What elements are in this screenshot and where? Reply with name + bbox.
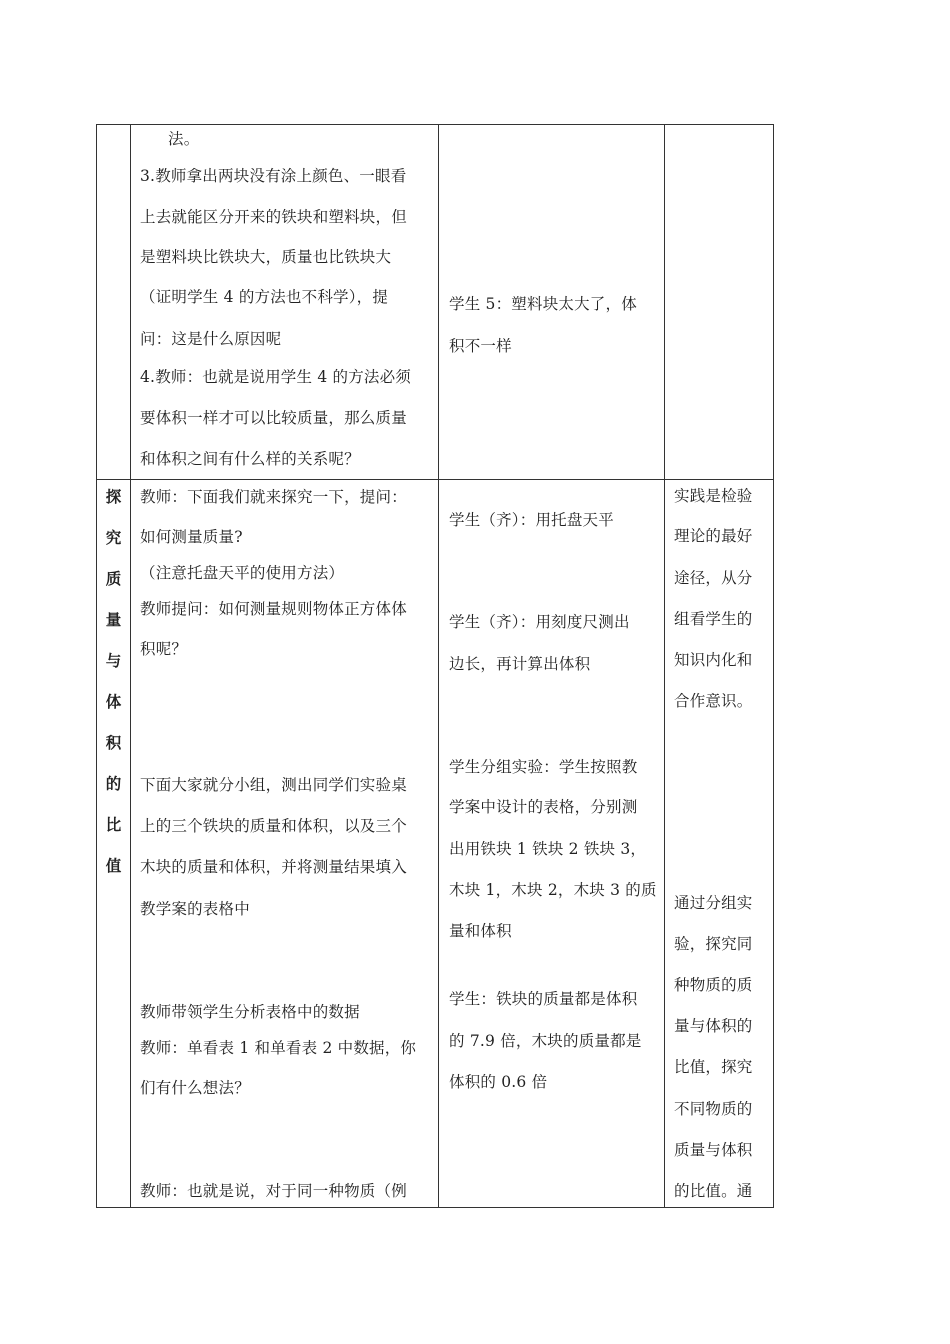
row1-student-line: 学生 5：塑料块太大了，体 — [449, 295, 637, 313]
table-border-col1 — [130, 124, 131, 1208]
row2-intent-line: 比值，探究 — [674, 1058, 753, 1076]
table-border-col2 — [438, 124, 439, 1208]
row2-student-line: 木块 1，木块 2，木块 3 的质 — [449, 881, 657, 899]
row1-teacher-line: 是塑料块比铁块大，质量也比铁块大 — [140, 248, 392, 266]
stage-char: 体 — [105, 693, 122, 711]
row2-intent-line: 验，探究同 — [674, 935, 753, 953]
row2-student-line: 体积的 0.6 倍 — [449, 1073, 548, 1091]
row2-teacher-line: 教学案的表格中 — [140, 900, 250, 918]
row2-teacher-line: 木块的质量和体积，并将测量结果填入 — [140, 858, 407, 876]
row2-intent-line: 实践是检验 — [674, 487, 753, 505]
table-border-bottom — [96, 1207, 774, 1208]
row2-teacher-line: 下面大家就分小组，测出同学们实验桌 — [140, 776, 407, 794]
row1-teacher-line: 3.教师拿出两块没有涂上颜色、一眼看 — [140, 167, 407, 185]
table-border-right — [773, 124, 774, 1208]
row1-teacher-line: 和体积之间有什么样的关系呢？ — [140, 450, 360, 468]
row2-student-line: 学生：铁块的质量都是体积 — [449, 990, 638, 1008]
row2-student-line: 边长，再计算出体积 — [449, 655, 591, 673]
row2-intent-line: 质量与体积 — [674, 1141, 753, 1159]
row2-student-line: 学生（齐）：用托盘天平 — [449, 511, 614, 529]
row2-teacher-line: 积呢？ — [140, 640, 188, 658]
table-row-divider — [96, 479, 774, 480]
table-border-col3 — [664, 124, 665, 1208]
row2-student-line: 出用铁块 1 铁块 2 铁块 3， — [449, 840, 647, 858]
table-border-top — [96, 124, 774, 125]
row2-intent-line: 理论的最好 — [674, 527, 753, 545]
row2-teacher-line: 教师带领学生分析表格中的数据 — [140, 1003, 360, 1021]
row2-intent-line: 量与体积的 — [674, 1017, 753, 1035]
row1-teacher-line: 4.教师：也就是说用学生 4 的方法必须 — [140, 368, 412, 386]
row2-student-line: 量和体积 — [449, 922, 512, 940]
row1-teacher-line: 问：这是什么原因呢 — [140, 330, 282, 348]
row2-intent-line: 不同物质的 — [674, 1100, 753, 1118]
row2-intent-line: 合作意识。 — [674, 692, 753, 710]
row2-teacher-line: 教师：也就是说，对于同一种物质（例 — [140, 1182, 407, 1200]
stage-char: 量 — [105, 611, 122, 629]
row2-student-line: 的 7.9 倍，木块的质量都是 — [449, 1032, 642, 1050]
row2-intent-line: 知识内化和 — [674, 651, 753, 669]
row2-teacher-line: 教师：下面我们就来探究一下，提问： — [140, 488, 407, 506]
row2-intent-line: 通过分组实 — [674, 894, 753, 912]
row2-intent-line: 的比值。通 — [674, 1182, 753, 1200]
stage-char: 的 — [105, 775, 122, 793]
row1-teacher-line: 要体积一样才可以比较质量，那么质量 — [140, 409, 407, 427]
row1-teacher-line: 上去就能区分开来的铁块和塑料块，但 — [140, 208, 407, 226]
row2-intent-line: 组看学生的 — [674, 610, 753, 628]
stage-char: 值 — [105, 857, 122, 875]
stage-char: 与 — [105, 652, 122, 670]
row2-student-line: 学案中设计的表格，分别测 — [449, 798, 638, 816]
row2-intent-line: 途径，从分 — [674, 569, 753, 587]
row2-teacher-line: 们有什么想法？ — [140, 1079, 250, 1097]
row2-student-line: 学生分组实验：学生按照教 — [449, 758, 638, 776]
row2-intent-line: 种物质的质 — [674, 976, 753, 994]
stage-char: 质 — [105, 570, 122, 588]
row1-student-line: 积不一样 — [449, 337, 512, 355]
row2-student-line: 学生（齐）：用刻度尺测出 — [449, 613, 630, 631]
row2-teacher-line: 如何测量质量? — [140, 528, 243, 546]
row2-teacher-line: 教师：单看表 1 和单看表 2 中数据，你 — [140, 1039, 417, 1057]
stage-char: 比 — [105, 816, 122, 834]
stage-char: 究 — [105, 529, 122, 547]
row2-teacher-line: （注意托盘天平的使用方法） — [140, 564, 345, 582]
stage-char: 探 — [105, 488, 122, 506]
stage-char: 积 — [105, 734, 122, 752]
row1-teacher-line: 法。 — [168, 130, 200, 148]
row1-teacher-line: （证明学生 4 的方法也不科学），提 — [140, 288, 389, 306]
row2-teacher-line: 上的三个铁块的质量和体积，以及三个 — [140, 817, 407, 835]
row2-teacher-line: 教师提问：如何测量规则物体正方体体 — [140, 600, 407, 618]
